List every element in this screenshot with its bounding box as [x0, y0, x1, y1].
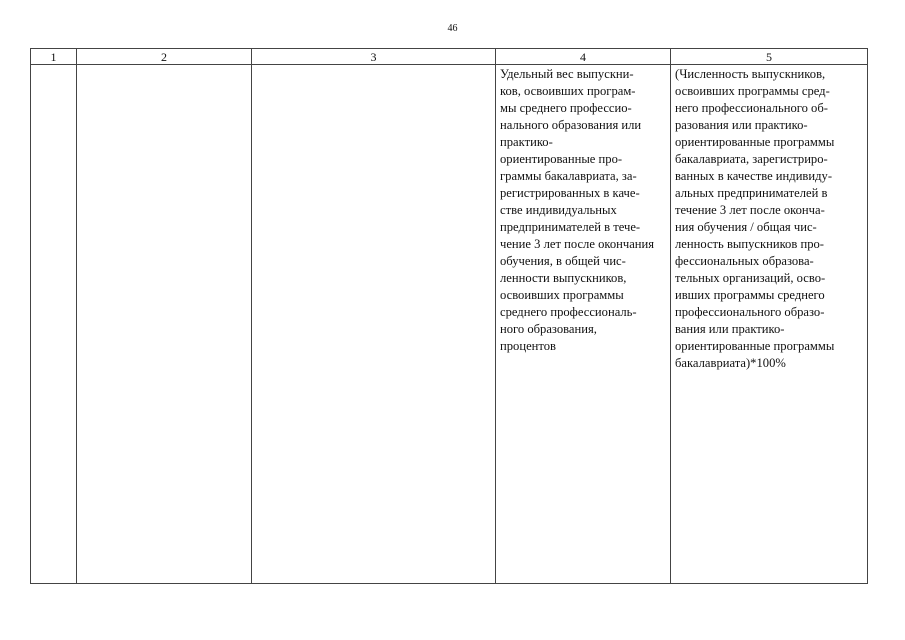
column-header-3: 3	[252, 49, 496, 65]
indicator-name-text: Удельный вес выпускни- ков, освоивших програм- мы среднего профессио- нального образования или практико- ориентированные про- граммы бакалавриата, за- регистрированных в каче- стве индивидуальных предпринимателей в тече- чение 3 лет после окончания обучения, в общей чис- ленности выпускников, освоивших программы среднего профессиональ- ного образования, процентов	[500, 67, 655, 353]
cell-col2	[77, 65, 252, 584]
cell-col2-text	[77, 65, 251, 66]
calculation-formula-text: (Численность выпускников, освоивших программы сред- него профессионального об- разования или практико- ориентированные программы бакалавриата, зарегистриро- ванных в качестве индивиду- альных предпринимателей в течение 3 лет после оконча- ния обучения / общая чис- ленность выпускников про- фессиональных образова- тельных организаций, осво- ивших программы среднего профессионального образо- вания или практико- ориентированные программы бакалавриата)*100%	[675, 67, 835, 370]
cell-col3-text	[252, 65, 495, 66]
table-row	[31, 65, 868, 584]
page-number: 46	[447, 23, 458, 34]
indicator-table	[30, 48, 868, 584]
cell-calculation-formula	[671, 65, 868, 584]
table-header-row	[31, 49, 868, 65]
column-header-5: 5	[671, 49, 868, 65]
column-header-2: 2	[77, 49, 252, 65]
cell-col3	[252, 65, 496, 584]
column-header-1: 1	[31, 49, 77, 65]
column-header-4: 4	[496, 49, 671, 65]
cell-col1-text	[31, 65, 76, 66]
cell-indicator-name	[496, 65, 671, 584]
cell-col1	[31, 65, 77, 584]
